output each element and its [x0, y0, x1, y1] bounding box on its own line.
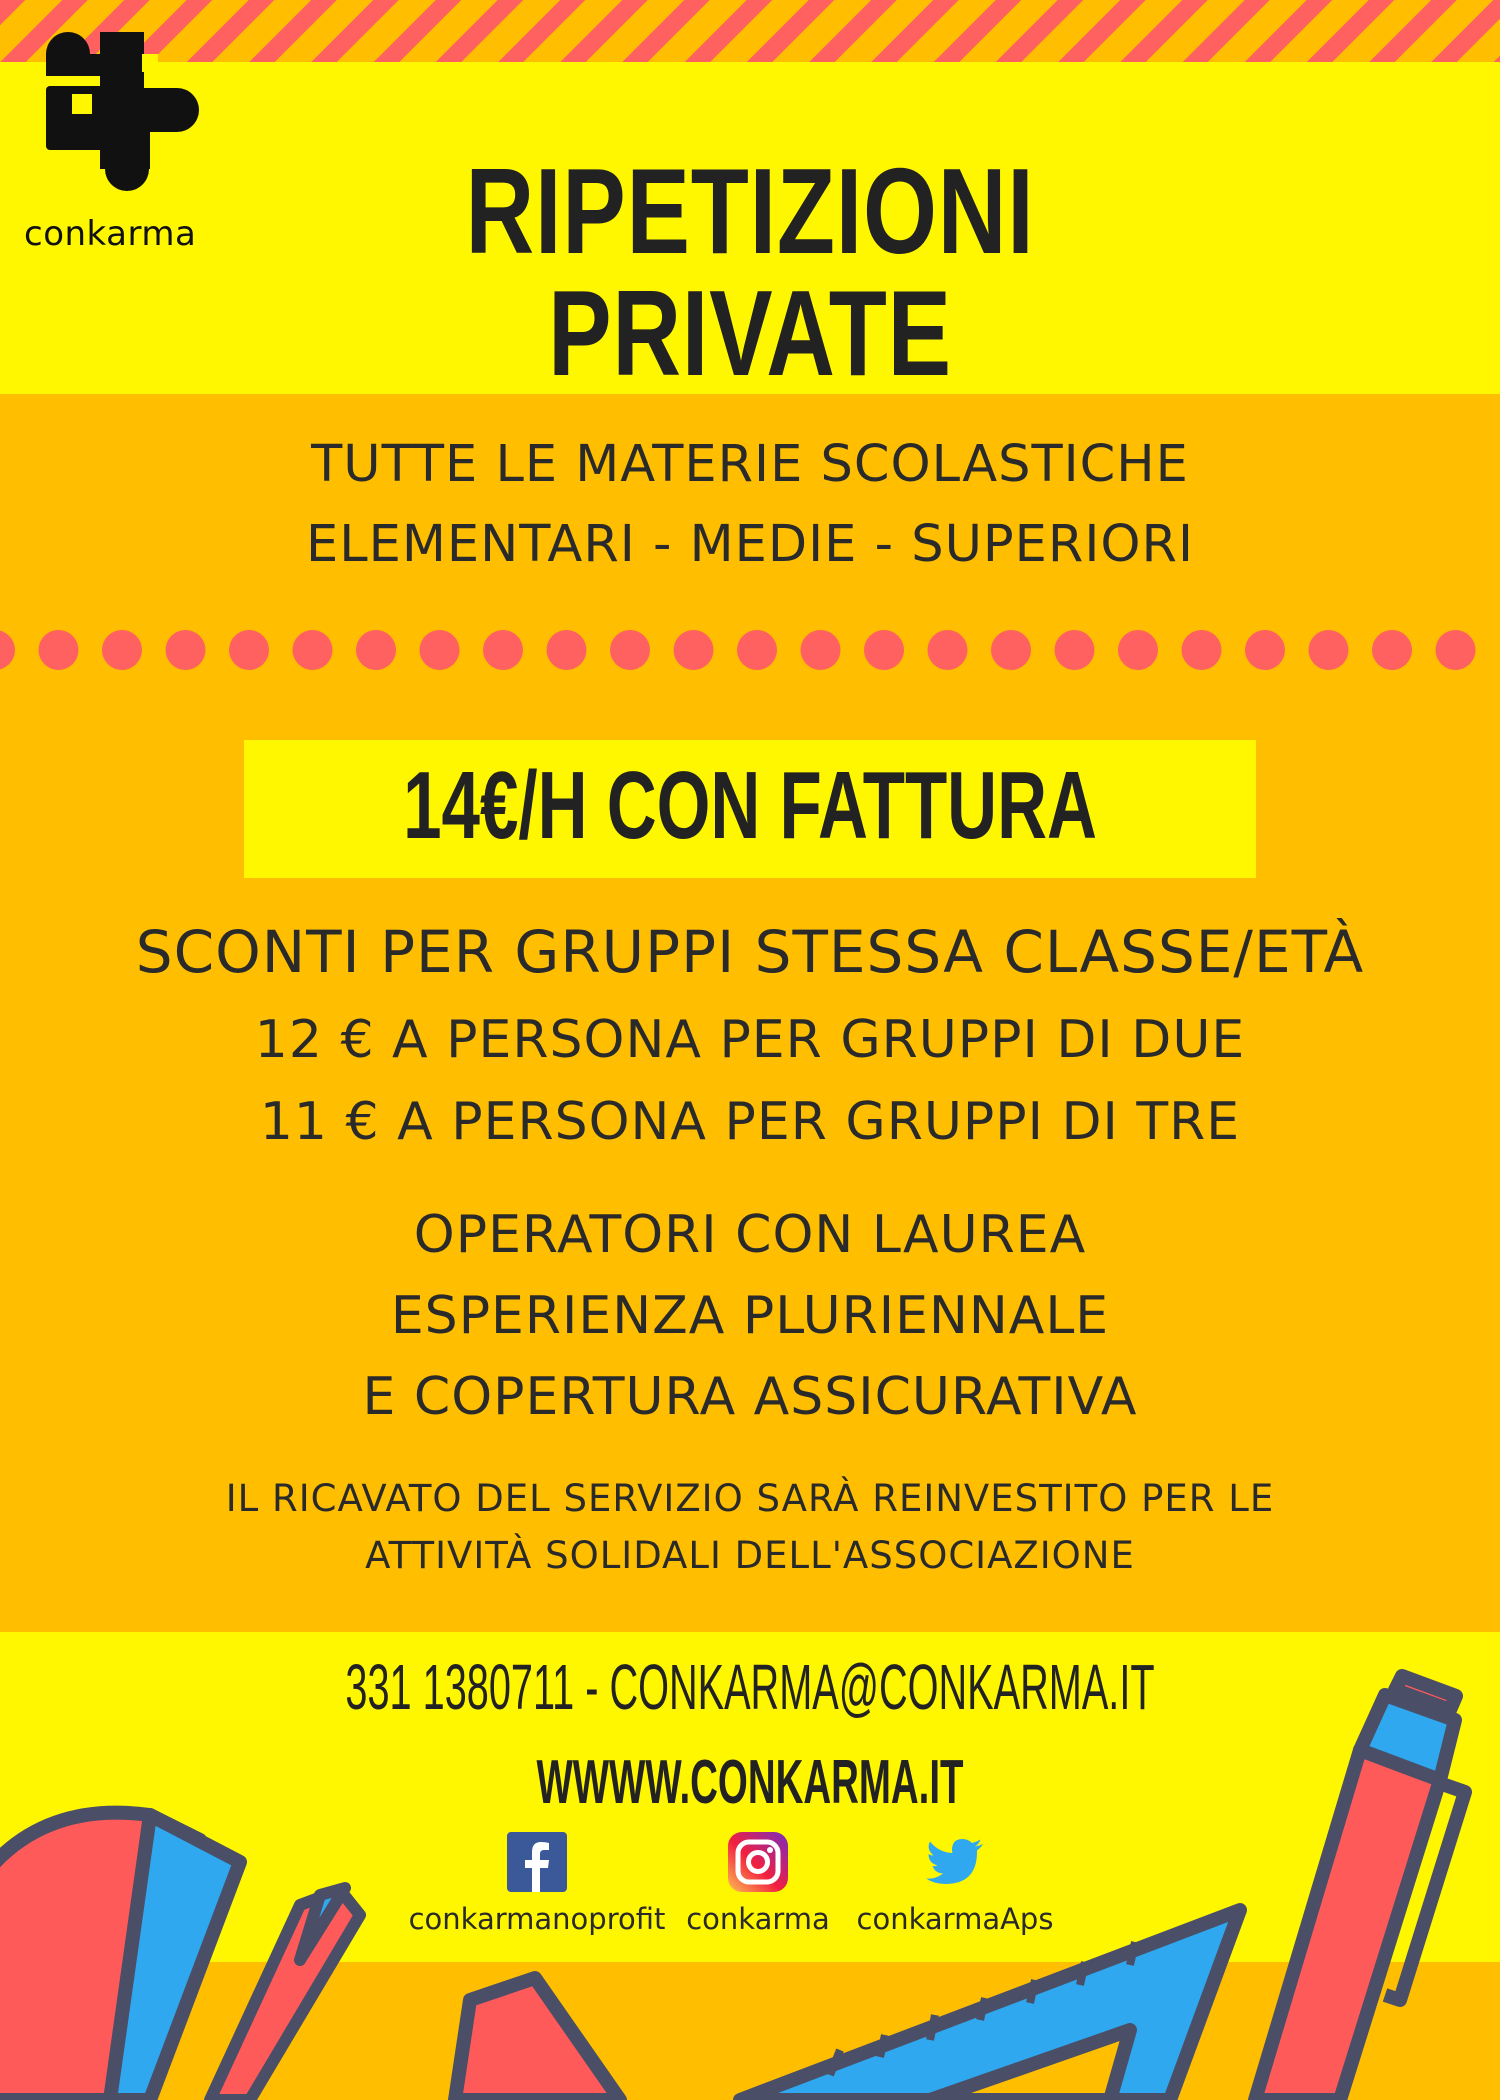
contact-line: 331 1380711 - CONKARMA@CONKARMA.IT [345, 1651, 1155, 1723]
set-square-icon [740, 1910, 1240, 2100]
proceeds-line-2: ATTIVITÀ SOLIDALI DELL'ASSOCIAZIONE [365, 1534, 1135, 1577]
divider-dot [1309, 630, 1349, 670]
divider-dot [166, 630, 206, 670]
social-instagram[interactable] [678, 1832, 838, 1936]
marker-icon [210, 1888, 360, 2100]
divider-dot [1436, 630, 1476, 670]
twitter-icon [925, 1832, 985, 1892]
operators-line-1: OPERATORI CON LAUREA [413, 1205, 1087, 1265]
discount-heading: SCONTI PER GRUPPI STESSA CLASSE/ETÀ [135, 918, 1365, 986]
subjects-line-1: TUTTE LE MATERIE SCOLASTICHE [311, 435, 1189, 494]
operators-line-2: ESPERIENZA PLURIENNALE [390, 1286, 1110, 1346]
discount-pair: 12 € A PERSONA PER GRUPPI DI DUE [254, 1010, 1246, 1070]
striped-border [0, 0, 1500, 62]
divider-dot [1055, 630, 1095, 670]
divider-dot [991, 630, 1031, 670]
facebook-handle: conkarmanoprofit [408, 1902, 666, 1936]
divider-dot [39, 630, 79, 670]
page-title: RIPETIZIONI PRIVATE [465, 143, 1035, 401]
divider-dot [1182, 630, 1222, 670]
website-link[interactable]: WWWW.CONKARMA.IT [536, 1748, 964, 1817]
twitter-handle: conkarmaAps [856, 1902, 1054, 1936]
divider-dot [610, 630, 650, 670]
instagram-handle: conkarma [686, 1902, 830, 1936]
divider-dot [293, 630, 333, 670]
divider-dot [864, 630, 904, 670]
stapler-icon [0, 1813, 240, 2100]
divider-dot [737, 630, 777, 670]
discount-trio: 11 € A PERSONA PER GRUPPI DI TRE [259, 1092, 1241, 1152]
eraser-icon [455, 1978, 620, 2100]
divider-dot [0, 630, 15, 670]
divider-dot [928, 630, 968, 670]
operators-line-3: E COPERTURA ASSICURATIVA [362, 1367, 1138, 1427]
social-facebook[interactable] [402, 1832, 672, 1936]
pen-icon [1255, 1676, 1465, 2100]
divider-dot [229, 630, 269, 670]
divider-dot [356, 630, 396, 670]
price-label: 14€/H CON FATTURA [403, 752, 1097, 859]
facebook-icon [507, 1832, 567, 1892]
subjects-block [0, 425, 1500, 585]
divider-dot [547, 630, 587, 670]
school-supplies-illustration [0, 1560, 1500, 2100]
subjects-line-2: ELEMENTARI - MEDIE - SUPERIORI [306, 515, 1194, 574]
divider-dot [801, 630, 841, 670]
divider-dot [674, 630, 714, 670]
logo-wordmark: conkarma [24, 214, 197, 254]
divider-dot [420, 630, 460, 670]
divider-dot [483, 630, 523, 670]
proceeds-line-1: IL RICAVATO DEL SERVIZIO SARÀ REINVESTITO PER LE [225, 1477, 1275, 1520]
instagram-icon [728, 1832, 788, 1892]
social-twitter[interactable] [850, 1832, 1060, 1936]
dotted-divider [0, 628, 1500, 672]
divider-dot [102, 630, 142, 670]
divider-dot [1372, 630, 1412, 670]
divider-dot [1118, 630, 1158, 670]
divider-dot [1245, 630, 1285, 670]
